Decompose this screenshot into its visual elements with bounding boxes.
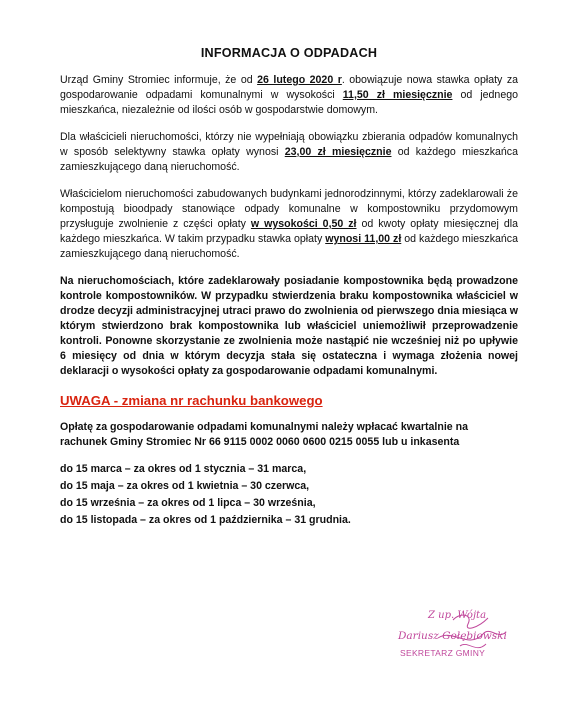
paragraph-compost-discount [60, 187, 518, 262]
signature-name: Dariusz Gołębiowski [398, 630, 507, 642]
signature-stamp [398, 610, 538, 670]
discount-amount: w wysokości 0,50 zł [250, 218, 357, 230]
p3-text-c: od każdego mieszkańca zamieszkującego daną nieruchomość. [60, 233, 518, 260]
bank-account-info: Opłatę za gospodarowanie odpadami komunalnymi należy wpłacać kwartalnie na rachunek Gminy Stromiec Nr 66 9115 0002 0060 0600 0215 0055 lub u inkasenta [60, 421, 468, 448]
schedule-item: do 15 września – za okres od 1 lipca – 30 września, [60, 497, 316, 509]
p1-text-b: . obowiązuje nowa stawka opłaty za gospodarowanie odpadami komunalnymi w wysokości [60, 74, 519, 101]
p1-text-a: Urząd Gminy Stromiec informuje, że od [60, 74, 258, 86]
schedule-item: do 15 maja – za okres od 1 kwietnia – 30 czerwca, [60, 480, 310, 492]
signature-position: SEKRETARZ GMINY [400, 648, 486, 658]
schedule-item: do 15 listopada – za okres od 1 października – 31 grudnia. [60, 514, 351, 526]
schedule-item: do 15 marca – za okres od 1 stycznia – 31 marca, [60, 463, 307, 475]
effective-date: 26 lutego 2020 r [257, 74, 342, 86]
p2-text-a: Dla właścicieli nieruchomości, którzy nie wypełniają obowiązku zbierania odpadów komunalnych w sposób selektywny stawka opłaty wynosi [60, 131, 518, 158]
paragraph-compost-control: Na nieruchomościach, które zadeklarowały posiadanie kompostownika będą prowadzone kontrole kompostowników. W przypadku stwierdzenia braku kompostownika właściciel w drodze decyzji administracyjnej utraci prawo do zwolnienia od pierwszego dnia miesiąca w którym stwierdzono brak kompostownika lub właściciel uniemożliwił przeprowadzenie kontroli. Ponowne skorzystanie ze zwolnienia może nastąpić nie wcześniej niż po upływie 6 miesięcy od dnia w którym decyzja stała się ostateczna i wymaga złożenia nowej deklaracji o wysokości opłaty za gospodarowanie odpadami komunalnymi. [60, 275, 519, 377]
p2-text-b: od każdego mieszkańca zamieszkującego daną nieruchomość. [60, 146, 518, 173]
paragraph-non-selective-rate [60, 130, 518, 175]
page-title: INFORMACJA O ODPADACH [200, 46, 378, 60]
non-selective-rate: 23,00 zł miesięcznie [284, 146, 392, 158]
p3-text-b: od kwoty opłaty miesięcznej dla każdego mieszkańca. W takim przypadku stawka opłaty [60, 218, 518, 245]
discounted-rate: wynosi 11,00 zł [325, 233, 402, 245]
payment-schedule [60, 462, 518, 528]
notice-heading: UWAGA - zmiana nr rachunku bankowego [60, 393, 323, 408]
p3-text-a: Właścicielom nieruchomości zabudowanych budynkami jednorodzinnymi, którzy zadeklarowali że kompostują bioodpady stanowiące odpady komunalne w kompostowniku przydomowym przysługuje zwolnienie z części opłaty [60, 188, 518, 230]
signature-authority: Z up. Wójta [428, 610, 487, 621]
standard-rate: 11,50 zł miesięcznie [342, 89, 453, 101]
paragraph-new-rate [60, 73, 518, 118]
document-page [60, 46, 518, 530]
p1-text-c: od jednego mieszkańca, niezależnie od ilości osób w gospodarstwie domowym. [60, 89, 518, 116]
